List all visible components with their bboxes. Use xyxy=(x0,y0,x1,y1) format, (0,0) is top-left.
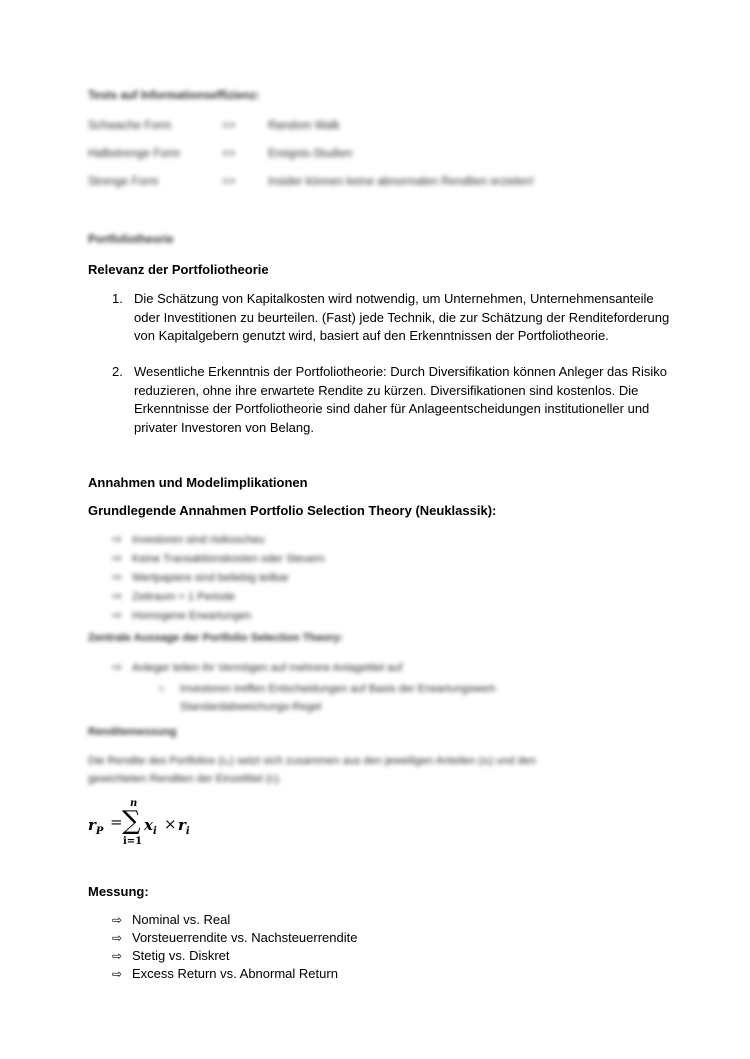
list-item-text: Excess Return vs. Abnormal Return xyxy=(132,966,338,981)
list-item-text: Vorsteuerrendite vs. Nachsteuerrendite xyxy=(132,930,358,945)
portfolio-heading: Portfoliotheorie xyxy=(88,234,174,246)
list-item-text: Homogene Erwartungen xyxy=(132,610,252,622)
list-item xyxy=(112,929,357,947)
relevance-heading: Relevanz der Portfoliotheorie xyxy=(88,262,269,277)
list-item xyxy=(112,947,357,965)
return-heading: Renditemessung xyxy=(88,726,177,738)
formula-lhs: $r_P$ xyxy=(88,816,104,837)
right-arrow-outline-icon: ⇨ xyxy=(112,608,123,622)
test-arrow: => xyxy=(222,148,236,160)
return-text-line: Die Rendite des Portfolios (rₚ) setzt sich zusammen aus den jeweiligen Anteilen (xᵢ) und den xyxy=(88,755,536,767)
right-arrow-outline-icon: ⇨ xyxy=(112,949,123,963)
central-item xyxy=(112,660,402,674)
formula-equals: = xyxy=(110,813,123,831)
sum-symbol-icon: ∑ xyxy=(122,806,141,836)
return-description xyxy=(88,752,536,788)
central-subitem-text: Standardabweichungs-Regel xyxy=(180,701,322,713)
circle-bullet-icon: ○ xyxy=(158,683,165,695)
list-item-text: Wertpapiere sind beliebig teilbar xyxy=(132,572,289,584)
list-item xyxy=(112,530,325,549)
list-item xyxy=(112,549,325,568)
list-item xyxy=(112,587,325,606)
assumptions-heading: Annahmen und Modelimplikationen xyxy=(88,475,308,490)
formula-r: $r_i$ xyxy=(178,816,190,837)
formula-sum-lower: i=1 xyxy=(123,836,143,847)
list-text: Die Schätzung von Kapitalkosten wird notwendig, um Unternehmen, Unternehmensanteile oder Investitionen zu beurteilen. (Fast) jede Technik, die zur Schätzung der Renditeforderung von Kapitalgebern genutzt wird, basiert auf den Erkenntnissen der Portfoliotheorie. xyxy=(134,291,670,343)
right-arrow-outline-icon: ⇨ xyxy=(112,967,123,981)
tests-heading: Tests auf Informationseffizienz: xyxy=(88,90,260,102)
central-subitem-text: Investoren treffen Entscheidungen auf Basis der Erwartungswert- xyxy=(180,683,498,695)
test-result: Insider können keine abnormalen Renditen erzielen! xyxy=(268,176,534,188)
list-item xyxy=(112,911,357,929)
right-arrow-outline-icon: ⇨ xyxy=(112,589,123,603)
test-form-label: Halbstrenge Form xyxy=(88,148,181,160)
list-item-text: Investoren sind risikoscheu xyxy=(132,534,265,546)
formula-x: $x_i$ xyxy=(144,816,157,837)
measurement-list xyxy=(112,911,357,983)
test-form-label: Schwache Form xyxy=(88,120,172,132)
list-number: 2. xyxy=(112,364,123,379)
return-text-line: gewichteten Renditen der Einzeltitel (rᵢ). xyxy=(88,773,282,785)
right-arrow-outline-icon: ⇨ xyxy=(112,660,123,674)
test-arrow: => xyxy=(222,120,236,132)
test-result: Ereignis-Studien xyxy=(268,148,353,160)
central-subitem xyxy=(158,680,498,716)
list-item-text: Keine Transaktionskosten oder Steuern xyxy=(132,553,325,565)
assumptions-subheading: Grundlegende Annahmen Portfolio Selection Theory (Neuklassik): xyxy=(88,503,497,518)
list-item xyxy=(112,568,325,587)
test-result: Random Walk xyxy=(268,120,340,132)
list-text: Wesentliche Erkenntnis der Portfoliotheorie: Durch Diversifikation können Anleger das Risiko reduzieren, ohne ihre erwartete Rendite zu kürzen. Diversifikationen sind kostenlos. Die Erkenntnisse der Portfoliotheorie sind daher für Anlageentscheidungen institutioneller und privater Investoren von Belang. xyxy=(134,364,668,435)
list-item-text: Nominal vs. Real xyxy=(132,912,231,927)
formula-times: × xyxy=(164,815,177,833)
list-number: 1. xyxy=(112,291,123,306)
central-heading: Zentrale Aussage der Portfolio Selection Theory: xyxy=(88,632,344,644)
list-item-text: Zeitraum = 1 Periode xyxy=(132,591,236,603)
assumptions-list xyxy=(112,530,325,625)
right-arrow-outline-icon: ⇨ xyxy=(112,570,123,584)
list-item-text: Stetig vs. Diskret xyxy=(132,948,230,963)
formula-sum-upper: n xyxy=(130,798,138,809)
right-arrow-outline-icon: ⇨ xyxy=(112,931,123,945)
right-arrow-outline-icon: ⇨ xyxy=(112,913,123,927)
test-arrow: => xyxy=(222,176,236,188)
list-item xyxy=(112,606,325,625)
right-arrow-outline-icon: ⇨ xyxy=(112,532,123,546)
measurement-heading: Messung: xyxy=(88,884,149,899)
right-arrow-outline-icon: ⇨ xyxy=(112,551,123,565)
central-item-text: Anleger teilen ihr Vermögen auf mehrere Anlagetitel auf xyxy=(132,662,403,674)
list-item xyxy=(112,965,357,983)
test-form-label: Strenge Form xyxy=(88,176,159,188)
